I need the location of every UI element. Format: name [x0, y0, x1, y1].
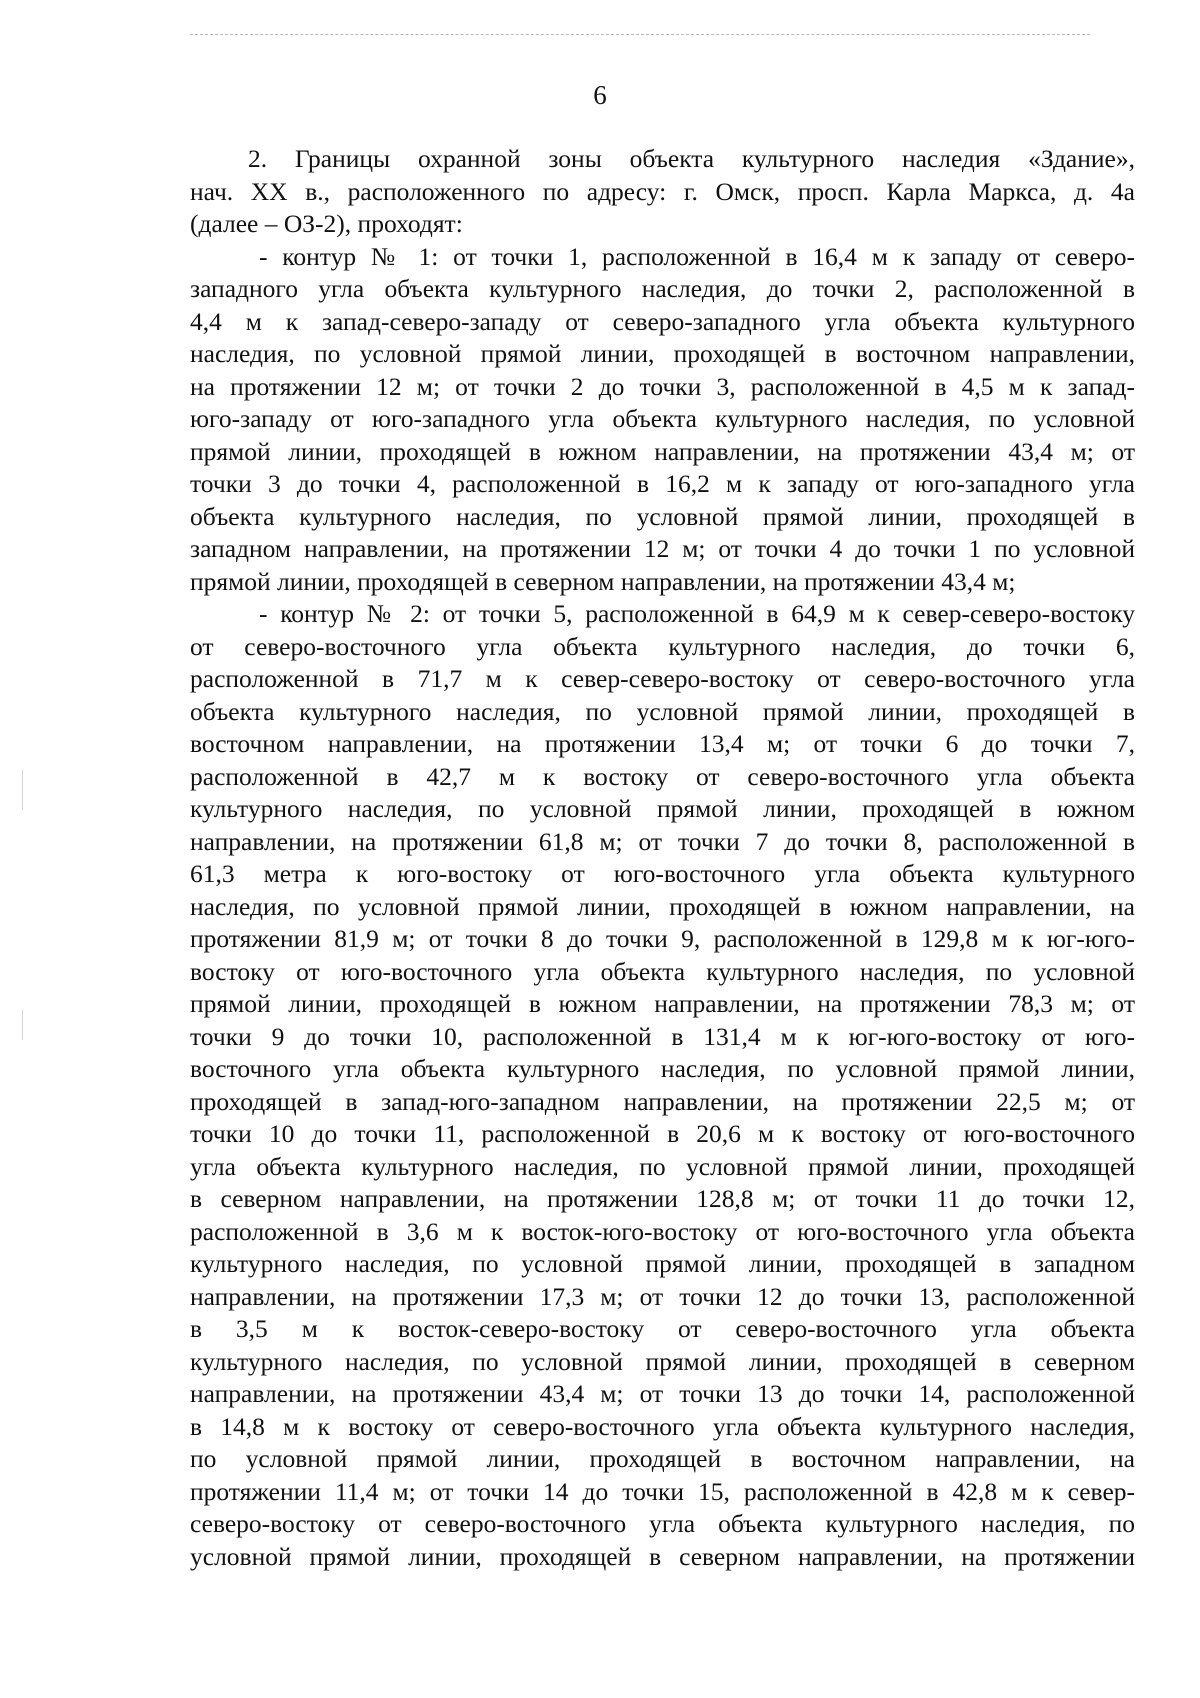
text-line: направлении, на протяжении 17,3 м; от точки 12 до точки 13, расположенной — [190, 1281, 1135, 1311]
text-line: западного угла объекта культурного наследия, до точки 2, расположенной в — [190, 274, 1135, 303]
scan-side-artifact — [22, 1010, 23, 1040]
text-line: западном направлении, на протяжении 12 м; от точки 4 до точки 1 по условной — [190, 534, 1135, 563]
text-line: расположенной в 42,7 м к востоку от северо-восточного угла объекта — [190, 761, 1135, 791]
text-line: - контур № 1: от точки 1, расположенной в 16,4 м к западу от северо- — [259, 241, 1135, 271]
text-line: прямой линии, проходящей в южном направлении, на протяжении 78,3 м; от — [190, 989, 1135, 1018]
text-line: северо-востоку от северо-восточного угла объекта культурного наследия, по — [190, 1509, 1135, 1538]
text-line: объекта культурного наследия, по условной прямой линии, проходящей в — [190, 696, 1135, 726]
text-line: на протяжении 12 м; от точки 2 до точки 3, расположенной в 4,5 м к запад- — [190, 371, 1135, 401]
text-line: культурного наследия, по условной прямой линии, проходящей в южном — [190, 794, 1135, 823]
text-line: в 3,5 м к восток-северо-востоку от северо-восточного угла объекта — [190, 1314, 1135, 1343]
text-line: юго-западу от юго-западного угла объекта культурного наследия, по условной — [190, 404, 1135, 433]
text-line: прямой линии, проходящей в южном направлении, на протяжении 43,4 м; от — [190, 436, 1135, 466]
document-body — [190, 143, 1135, 1573]
text-line: объекта культурного наследия, по условной прямой линии, проходящей в — [190, 501, 1135, 531]
text-line: в 14,8 м к востоку от северо-восточного угла объекта культурного наследия, — [190, 1411, 1135, 1441]
text-line: наследия, по условной прямой линии, проходящей в южном направлении, на — [190, 891, 1135, 921]
text-line: 4,4 м к запад-северо-западу от северо-западного угла объекта культурного — [190, 306, 1135, 336]
text-line: точки 3 до точки 4, расположенной в 16,2 м к западу от юго-западного угла — [190, 469, 1135, 498]
text-line: - контур № 2: от точки 5, расположенной в 64,9 м к север-северо-востоку — [259, 599, 1135, 628]
text-line: нач. XX в., расположенного по адресу: г. Омск, просп. Карла Маркса, д. 4а — [190, 176, 1135, 206]
text-line: культурного наследия, по условной прямой линии, проходящей в западном — [190, 1249, 1135, 1278]
text-line: направлении, на протяжении 43,4 м; от точки 13 до точки 14, расположенной — [190, 1379, 1135, 1408]
page-number: 6 — [593, 80, 607, 110]
text-line: расположенной в 3,6 м к восток-юго-востоку от юго-восточного угла объекта — [190, 1216, 1135, 1246]
text-line: 61,3 метра к юго-востоку от юго-восточного угла объекта культурного — [190, 859, 1135, 888]
text-line: от северо-восточного угла объекта культурного наследия, до точки 6, — [190, 631, 1135, 661]
text-line: наследия, по условной прямой линии, проходящей в восточном направлении, — [190, 339, 1135, 368]
text-line: протяжении 11,4 м; от точки 14 до точки 15, расположенной в 42,8 м к север- — [190, 1476, 1135, 1506]
text-line: угла объекта культурного наследия, по условной прямой линии, проходящей — [190, 1151, 1135, 1181]
text-line: направлении, на протяжении 61,8 м; от точки 7 до точки 8, расположенной в — [190, 826, 1135, 856]
text-line: прямой линии, проходящей в северном направлении, на протяжении 43,4 м; — [190, 566, 1016, 596]
text-line: точки 9 до точки 10, расположенной в 131,4 м к юг-юго-востоку от юго- — [190, 1021, 1135, 1051]
text-line: (далее – ОЗ-2), проходят: — [190, 209, 463, 238]
text-line: восточного угла объекта культурного наследия, по условной прямой линии, — [190, 1054, 1135, 1083]
text-line: 2. Границы охранной зоны объекта культурного наследия «Здание», — [248, 144, 1135, 173]
text-line: востоку от юго-восточного угла объекта культурного наследия, по условной — [190, 956, 1135, 986]
text-line: точки 10 до точки 11, расположенной в 20,6 м к востоку от юго-восточного — [190, 1119, 1135, 1148]
text-line: условной прямой линии, проходящей в северном направлении, на протяжении — [190, 1541, 1135, 1571]
text-line: протяжении 81,9 м; от точки 8 до точки 9, расположенной в 129,8 м к юг-юго- — [190, 924, 1135, 953]
text-line: расположенной в 71,7 м к север-северо-востоку от северо-восточного угла — [190, 664, 1135, 693]
text-line: восточном направлении, на протяжении 13,4 м; от точки 6 до точки 7, — [190, 729, 1135, 758]
text-line: проходящей в запад-юго-западном направлении, на протяжении 22,5 м; от — [190, 1086, 1135, 1116]
text-line: культурного наследия, по условной прямой линии, проходящей в северном — [190, 1346, 1135, 1376]
text-line: в северном направлении, на протяжении 128,8 м; от точки 11 до точки 12, — [190, 1184, 1135, 1213]
scan-side-artifact — [22, 770, 23, 810]
scan-edge-artifact — [190, 34, 1090, 35]
text-line: по условной прямой линии, проходящей в восточном направлении, на — [190, 1444, 1135, 1473]
